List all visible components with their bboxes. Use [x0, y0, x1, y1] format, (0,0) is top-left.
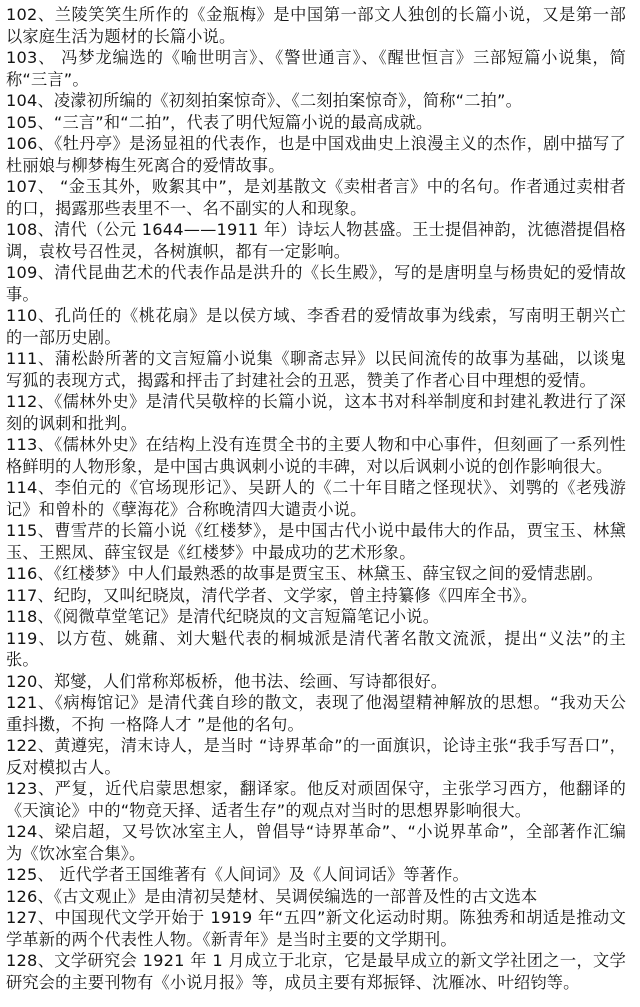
entry-text: 、 “金玉其外，败絮其中”，是刘基散文《卖柑者言》中的名句。作者通过卖柑者的口，揭露那些表里不一、名不副实的人和现象。	[6, 177, 626, 218]
entry-112	[6, 391, 626, 434]
entry-text: 、 近代学者王国维著有《人间词》及《人间词话》等著作。	[37, 865, 469, 884]
entry-text: 、梁启超，又号饮冰室主人，曾倡导“诗界革命”、“小说界革命”，全部著作汇编为《饮冰室合集》。	[6, 822, 626, 863]
entry-number: 113	[6, 435, 38, 454]
entry-text: 、以方苞、姚鼐、刘大魁代表的桐城派是清代著名散文流派，提出“义法”的主张。	[6, 628, 626, 669]
entry-108	[6, 219, 626, 262]
entry-number: 127	[6, 908, 38, 927]
entry-text: 、孔尚任的《桃花扇》是以侯方域、李香君的爱情故事为线索，写南明王朝兴亡的一部历史剧。	[6, 306, 626, 347]
entry-124	[6, 821, 626, 864]
entry-number: 122	[6, 736, 38, 755]
entry-text: 、《病梅馆记》是清代龚自珍的散文，表现了他渴望精神解放的思想。“我劝天公重抖擞，不拘 一格降人才 ”是他的名句。	[6, 693, 626, 734]
entry-text: 、 冯梦龙编选的《喻世明言》、《警世通言》、《醒世恒言》三部短篇小说集，简称“三言”。	[6, 48, 626, 89]
entry-105	[6, 112, 626, 134]
entry-number: 107	[6, 177, 38, 196]
entry-118	[6, 606, 626, 628]
entry-number: 124	[6, 822, 38, 841]
entry-106	[6, 133, 626, 176]
entry-number: 126	[6, 886, 38, 906]
entry-number: 102	[6, 5, 38, 24]
entry-number: 114	[6, 478, 38, 497]
entry-text: 、凌濛初所编的《初刻拍案惊奇》、《二刻拍案惊奇》，简称“二拍”。	[37, 91, 522, 110]
entry-number: 104	[6, 91, 38, 110]
entry-113	[6, 434, 626, 477]
entry-number: 103	[6, 48, 38, 67]
entry-text: 、纪昀，又叫纪晓岚，清代学者、文学家，曾主持纂修《四库全书》。	[37, 585, 538, 605]
entry-text: 、《古文观止》是由清初吴楚材、吴调侯编选的一部普及性的古文选本	[37, 886, 538, 906]
entry-number: 123	[6, 779, 38, 798]
entry-text: 、中国现代文学开始于 1919 年“五四”新文化运动时期。陈独秀和胡适是推动文学革新的两个代表性人物。《新青年》是当时主要的文学期刊。	[6, 908, 626, 949]
entry-104	[6, 90, 626, 112]
entry-116	[6, 563, 626, 585]
entry-number: 118	[6, 607, 38, 626]
entry-text: 、兰陵笑笑生所作的《金瓶梅》是中国第一部文人独创的长篇小说，又是第一部以家庭生活为题材的长篇小说。	[6, 5, 626, 46]
entry-119	[6, 628, 626, 671]
entry-text: 、曹雪芹的长篇小说《红楼梦》，是中国古代小说中最伟大的作品，贾宝玉、林黛玉、王熙凤、薛宝钗是《红楼梦》中最成功的艺术形象。	[6, 521, 626, 562]
entry-number: 115	[6, 521, 38, 540]
entry-115	[6, 520, 626, 563]
entry-number: 128	[6, 951, 38, 970]
entry-114	[6, 477, 626, 520]
entry-111	[6, 348, 626, 391]
entry-number: 119	[6, 628, 38, 648]
entry-text: 、《儒林外史》在结构上没有连贯全书的主要人物和中心事件，但刻画了一系列性格鲜明的人物形象，是中国古典讽刺小说的丰碑，对以后讽刺小说的创作影响很大。	[6, 435, 626, 476]
entry-text: 、清代（公元 1644——1911 年）诗坛人物甚盛。王士提倡神韵，沈德潜提倡格调，袁枚号召性灵，各树旗帜，都有一定影响。	[6, 220, 626, 261]
entry-123	[6, 778, 626, 821]
entry-text: 、蒲松龄所著的文言短篇小说集《聊斋志异》以民间流传的故事为基础，以谈鬼写狐的表现方式，揭露和抨击了封建社会的丑恶，赞美了作者心目中理想的爱情。	[6, 349, 626, 390]
entry-125	[6, 864, 626, 886]
entry-text: 、《阅微草堂笔记》是清代纪晓岚的文言短篇笔记小说。	[37, 607, 440, 626]
entry-number: 105	[6, 112, 38, 132]
entry-121	[6, 692, 626, 735]
entry-127	[6, 907, 626, 950]
entry-text: 、郑燮，人们常称郑板桥，他书法、绘画、写诗都很好。	[37, 671, 448, 691]
entry-number: 116	[6, 564, 38, 583]
entry-109	[6, 262, 626, 305]
entry-128	[6, 950, 626, 993]
entry-text: 、黄遵宪，清末诗人，是当时 “诗界革命”的一面旗识，论诗主张“我手写吾口”，反对模拟古人。	[6, 736, 626, 777]
entry-107	[6, 176, 626, 219]
entry-text: 、文学研究会 1921 年 1 月成立于北京，它是最早成立的新文学社团之一，文学研究会的主要刊物有《小说月报》等，成员主要有郑振铎、沈雁冰、叶绍钧等。	[6, 951, 626, 992]
entry-126	[6, 886, 626, 908]
entry-number: 110	[6, 306, 38, 325]
entry-120	[6, 671, 626, 693]
entry-number: 108	[6, 220, 38, 239]
entry-number: 106	[6, 134, 38, 153]
entry-text: 、清代昆曲艺术的代表作品是洪升的《长生殿》，写的是唐明皇与杨贵妃的爱情故事。	[6, 263, 626, 304]
entry-122	[6, 735, 626, 778]
entry-text: 、李伯元的《官场现形记》、吴趼人的《二十年目睹之怪现状》、刘鹗的《老残游记》和曾朴的《孽海花》合称晚清四大谴责小说。	[6, 478, 626, 519]
entry-text: 、《牡丹亭》是汤显祖的代表作，也是中国戏曲史上浪漫主义的杰作，剧中描写了杜丽娘与柳梦梅生死离合的爱情故事。	[6, 134, 626, 175]
entry-number: 121	[6, 693, 38, 712]
entry-102	[6, 4, 626, 47]
entry-text: 、严复，近代启蒙思想家，翻译家。他反对顽固保守，主张学习西方，他翻译的《天演论》中的“物竞天择、适者生存”的观点对当时的思想界影响很大。	[6, 779, 626, 820]
entry-number: 111	[6, 349, 38, 368]
entry-110	[6, 305, 626, 348]
entry-text: 、《红楼梦》中人们最熟悉的故事是贾宝玉、林黛玉、薛宝钗之间的爱情悲剧。	[37, 564, 603, 583]
entry-number: 125	[6, 865, 38, 884]
entry-117	[6, 585, 626, 607]
entry-number: 112	[6, 392, 38, 411]
entry-number: 117	[6, 585, 38, 605]
entry-text: 、《儒林外史》是清代吴敬梓的长篇小说，这本书对科举制度和封建礼教进行了深刻的讽刺和批判。	[6, 392, 626, 433]
entry-number: 120	[6, 671, 38, 691]
entry-103	[6, 47, 626, 90]
entry-number: 109	[6, 263, 38, 282]
entry-text: 、“三言”和“二拍”，代表了明代短篇小说的最高成就。	[37, 112, 433, 132]
